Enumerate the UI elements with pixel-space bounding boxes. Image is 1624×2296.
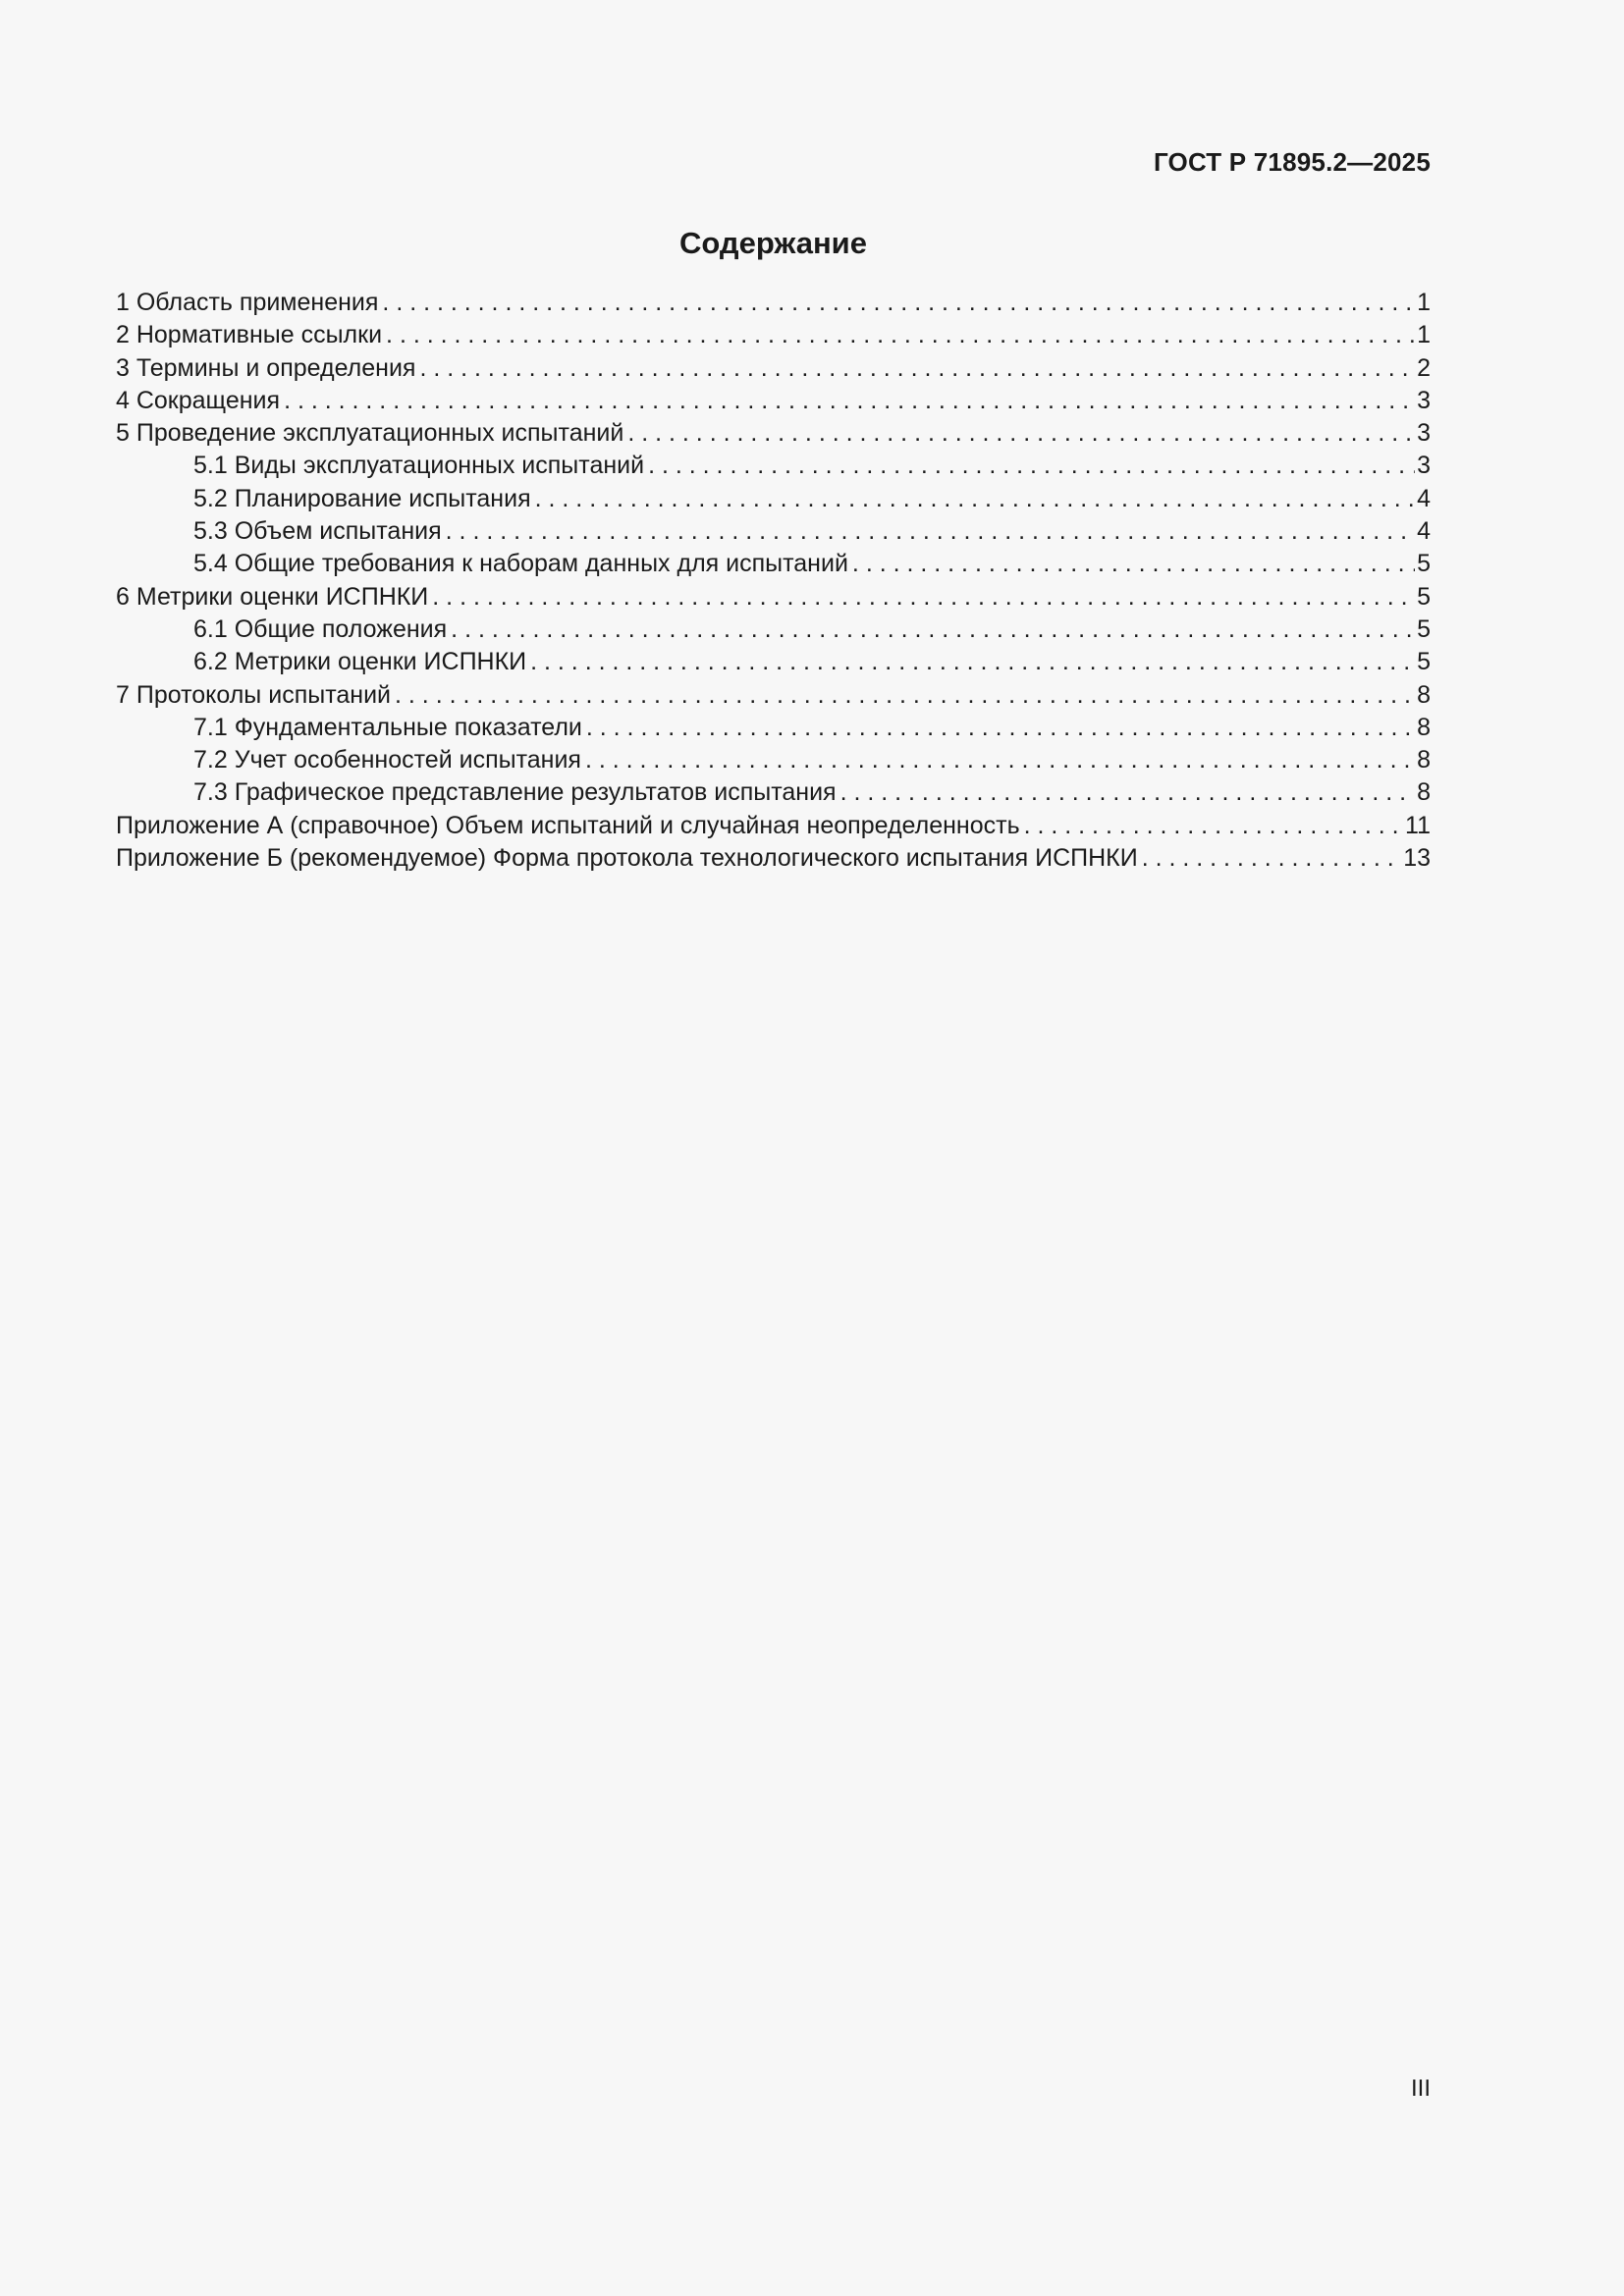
toc-leader-dots <box>648 450 1415 482</box>
toc-entry-text: 6 Метрики оценки ИСПНКИ <box>116 582 429 611</box>
table-of-contents <box>116 287 1431 875</box>
toc-entry-page: 4 <box>1417 484 1431 512</box>
toc-entry-text: 7 Протоколы испытаний <box>116 680 392 709</box>
toc-entry-appendix[interactable] <box>116 810 1431 842</box>
toc-entry-text: 5 Проведение эксплуатационных испытаний <box>116 419 624 448</box>
toc-leader-dots <box>585 744 1415 776</box>
toc-subentry[interactable] <box>116 744 1431 776</box>
toc-subentry[interactable] <box>116 483 1431 515</box>
toc-entry-page: 5 <box>1417 550 1431 578</box>
toc-leader-dots <box>1024 810 1403 842</box>
toc-entry-page: 3 <box>1417 386 1431 414</box>
toc-entry-page: 5 <box>1417 614 1431 643</box>
toc-entry-page: 1 <box>1417 289 1431 316</box>
toc-entry[interactable] <box>116 417 1431 450</box>
toc-subentry[interactable] <box>116 548 1431 580</box>
toc-entry-text: 6.2 Метрики оценки ИСПНКИ <box>193 648 527 676</box>
toc-leader-dots <box>386 319 1415 351</box>
toc-entry-page: 13 <box>1403 844 1431 873</box>
toc-entry[interactable] <box>116 581 1431 614</box>
toc-entry-page: 8 <box>1417 680 1431 709</box>
toc-entry-page: 3 <box>1417 452 1431 480</box>
toc-title: Содержание <box>679 226 867 260</box>
toc-leader-dots <box>395 679 1415 712</box>
toc-leader-dots <box>446 515 1415 548</box>
toc-entry-page: 5 <box>1417 582 1431 611</box>
toc-entry[interactable] <box>116 679 1431 712</box>
toc-entry[interactable] <box>116 385 1431 417</box>
toc-entry-text: 7.1 Фундаментальные показатели <box>193 713 582 741</box>
toc-entry-appendix[interactable] <box>116 842 1431 875</box>
toc-entry-page: 8 <box>1417 778 1431 807</box>
toc-entry-page: 3 <box>1417 419 1431 448</box>
toc-entry-page: 8 <box>1417 746 1431 774</box>
toc-subentry[interactable] <box>116 646 1431 678</box>
toc-entry-text: Приложение Б (рекомендуемое) Форма протокола технологического испытания ИСПНКИ <box>116 844 1138 873</box>
toc-leader-dots <box>419 352 1415 385</box>
toc-leader-dots <box>586 712 1415 744</box>
toc-entry-page: 4 <box>1417 517 1431 546</box>
toc-entry-page: 1 <box>1417 321 1431 349</box>
toc-entry-page: 8 <box>1417 713 1431 741</box>
toc-entry-text: 7.2 Учет особенностей испытания <box>193 746 581 774</box>
toc-entry[interactable] <box>116 352 1431 385</box>
toc-entry-page: 11 <box>1405 811 1431 839</box>
toc-leader-dots <box>530 646 1415 678</box>
toc-entry-page: 2 <box>1417 353 1431 382</box>
toc-leader-dots <box>382 287 1415 319</box>
toc-leader-dots <box>432 581 1415 614</box>
toc-entry-text: 2 Нормативные ссылки <box>116 321 383 349</box>
toc-entry-text: 5.4 Общие требования к наборам данных для испытаний <box>193 550 848 578</box>
toc-entry-text: 5.2 Планирование испытания <box>193 484 531 512</box>
toc-entry-text: 5.3 Объем испытания <box>193 517 442 546</box>
toc-entry-text: 1 Область применения <box>116 289 379 316</box>
toc-leader-dots <box>840 776 1416 809</box>
toc-subentry[interactable] <box>116 776 1431 809</box>
toc-entry-text: Приложение А (справочное) Объем испытаний и случайная неопределенность <box>116 811 1020 839</box>
toc-subentry[interactable] <box>116 712 1431 744</box>
toc-subentry[interactable] <box>116 614 1431 646</box>
toc-leader-dots <box>1142 842 1402 875</box>
toc-leader-dots <box>627 417 1415 450</box>
toc-subentry[interactable] <box>116 515 1431 548</box>
toc-entry[interactable] <box>116 319 1431 351</box>
toc-leader-dots <box>284 385 1415 417</box>
toc-leader-dots <box>852 548 1415 580</box>
toc-entry-text: 4 Сокращения <box>116 386 281 414</box>
toc-leader-dots <box>451 614 1415 646</box>
toc-entry-text: 6.1 Общие положения <box>193 614 448 643</box>
toc-entry-text: 5.1 Виды эксплуатационных испытаний <box>193 452 645 480</box>
page-number: III <box>1410 2075 1431 2102</box>
toc-entry-text: 7.3 Графическое представление результатов испытания <box>193 778 837 807</box>
document-code: ГОСТ Р 71895.2—2025 <box>1153 147 1431 177</box>
toc-leader-dots <box>535 483 1415 515</box>
toc-entry[interactable] <box>116 287 1431 319</box>
toc-entry-page: 5 <box>1417 648 1431 676</box>
toc-subentry[interactable] <box>116 450 1431 482</box>
toc-entry-text: 3 Термины и определения <box>116 353 416 382</box>
